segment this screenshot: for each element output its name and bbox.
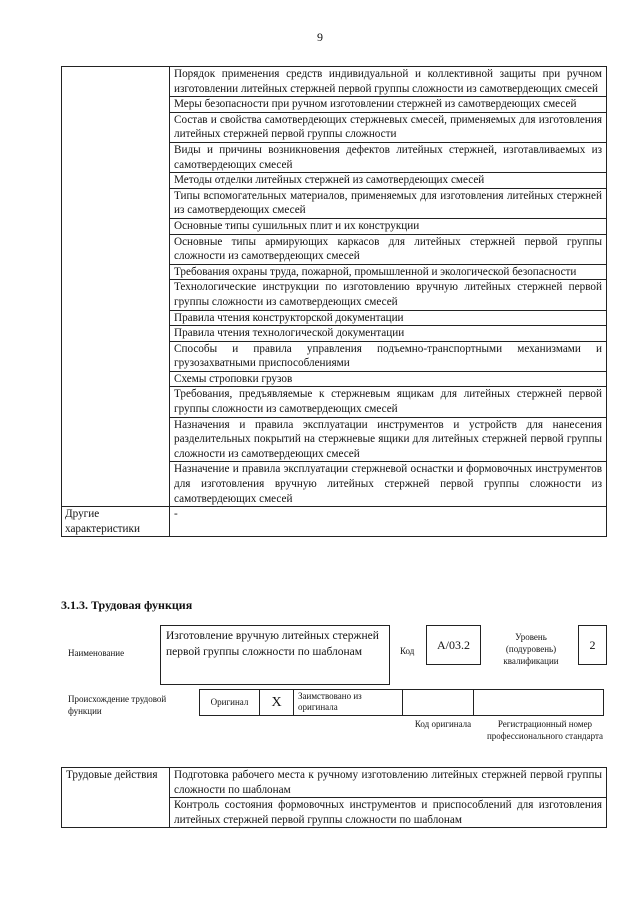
table-cell: Меры безопасности при ручном изготовлении стержней из самотвердеющих смесей — [170, 97, 607, 113]
table-cell: Назначения и правила эксплуатации инструментов и устройств для нанесения разделительных покрытий на стержневые ящики для литейных стержней первой группы сложности из самотвердеющих смесей — [170, 417, 607, 462]
table-row — [62, 768, 607, 798]
table-cell: Порядок применения средств индивидуальной и коллективной защиты при ручном изготовлении литейных стержней первой группы сложности из самотвердеющих смесей — [170, 67, 607, 97]
knowledge-requirements-table — [61, 66, 607, 537]
original-label-cell: Оригинал — [199, 689, 260, 716]
table-cell: Типы вспомогательных материалов, применяемых для изготовления литейных стержней из самотвердеющих смесей — [170, 188, 607, 218]
table-cell: Способы и правила управления подъемно-транспортными механизмами и грузозахватными приспособлениями — [170, 341, 607, 371]
table-cell: Состав и свойства самотвердеющих стержневых смесей, применяемых для изготовления литейных стержней первой группы сложности — [170, 112, 607, 142]
table-cell: Методы отделки литейных стержней из самотвердеющих смесей — [170, 173, 607, 189]
origin-label: Происхождение трудовой функции — [68, 694, 167, 716]
reg-number-caption: Регистрационный номер профессионального стандарта — [486, 719, 604, 741]
function-code-box: А/03.2 — [426, 625, 481, 665]
table-cell: Требования охраны труда, пожарной, промышленной и экологической безопасности — [170, 264, 607, 280]
table-row — [62, 67, 607, 97]
page-number: 9 — [317, 30, 323, 44]
table-cell: Схемы строповки грузов — [170, 371, 607, 387]
name-label: Наименование — [68, 648, 125, 658]
table-cell: Правила чтения технологической документации — [170, 326, 607, 342]
qualification-level-label: Уровень (подуровень) квалификации — [503, 632, 559, 666]
table-cell: Назначение и правила эксплуатации стержневой оснастки и формовочных инструментов для изготовления вручную литейных стержней первой группы сложности из самотвердеющих смесей — [170, 462, 607, 507]
table-cell: Требования, предъявляемые к стержневым ящикам для литейных стержней первой группы сложности из самотвердеющих смесей — [170, 387, 607, 417]
labor-actions-label: Трудовые действия — [62, 768, 170, 828]
code-label: Код — [400, 646, 415, 656]
section-title: 3.1.3. Трудовая функция — [61, 598, 193, 612]
code-original-caption: Код оригинала — [414, 719, 472, 729]
section-label-cell — [62, 67, 170, 507]
table-cell: Подготовка рабочего места к ручному изготовлению литейных стержней первой группы сложности по шаблонам — [170, 768, 607, 798]
table-cell: Основные типы армирующих каркасов для литейных стержней первой группы сложности из самотвердеющих смесей — [170, 234, 607, 264]
table-cell: Технологические инструкции по изготовлению вручную литейных стержней первой группы сложности из самотвердеющих смесей — [170, 280, 607, 310]
original-mark-cell: X — [259, 689, 294, 716]
reg-number-cell — [473, 689, 604, 716]
labor-actions-table — [61, 767, 607, 828]
origin-row — [199, 689, 604, 716]
table-cell: Виды и причины возникновения дефектов литейных стержней, изготавливаемых из самотвердеющих смесей — [170, 142, 607, 172]
other-characteristics-label: Другие характеристики — [62, 507, 170, 537]
table-row — [62, 507, 607, 537]
function-name-box: Изготовление вручную литейных стержней первой группы сложности по шаблонам — [160, 625, 390, 685]
table-cell: Контроль состояния формовочных инструментов и приспособлений для изготовления литейных стержней первой группы сложности по шаблонам — [170, 798, 607, 828]
table-cell: Правила чтения конструкторской документации — [170, 310, 607, 326]
qualification-level-box: 2 — [578, 625, 607, 665]
borrowed-label-cell: Заимствовано из оригинала — [293, 689, 403, 716]
table-cell: Основные типы сушильных плит и их конструкции — [170, 218, 607, 234]
code-original-cell — [402, 689, 474, 716]
other-characteristics-value: - — [170, 507, 607, 537]
